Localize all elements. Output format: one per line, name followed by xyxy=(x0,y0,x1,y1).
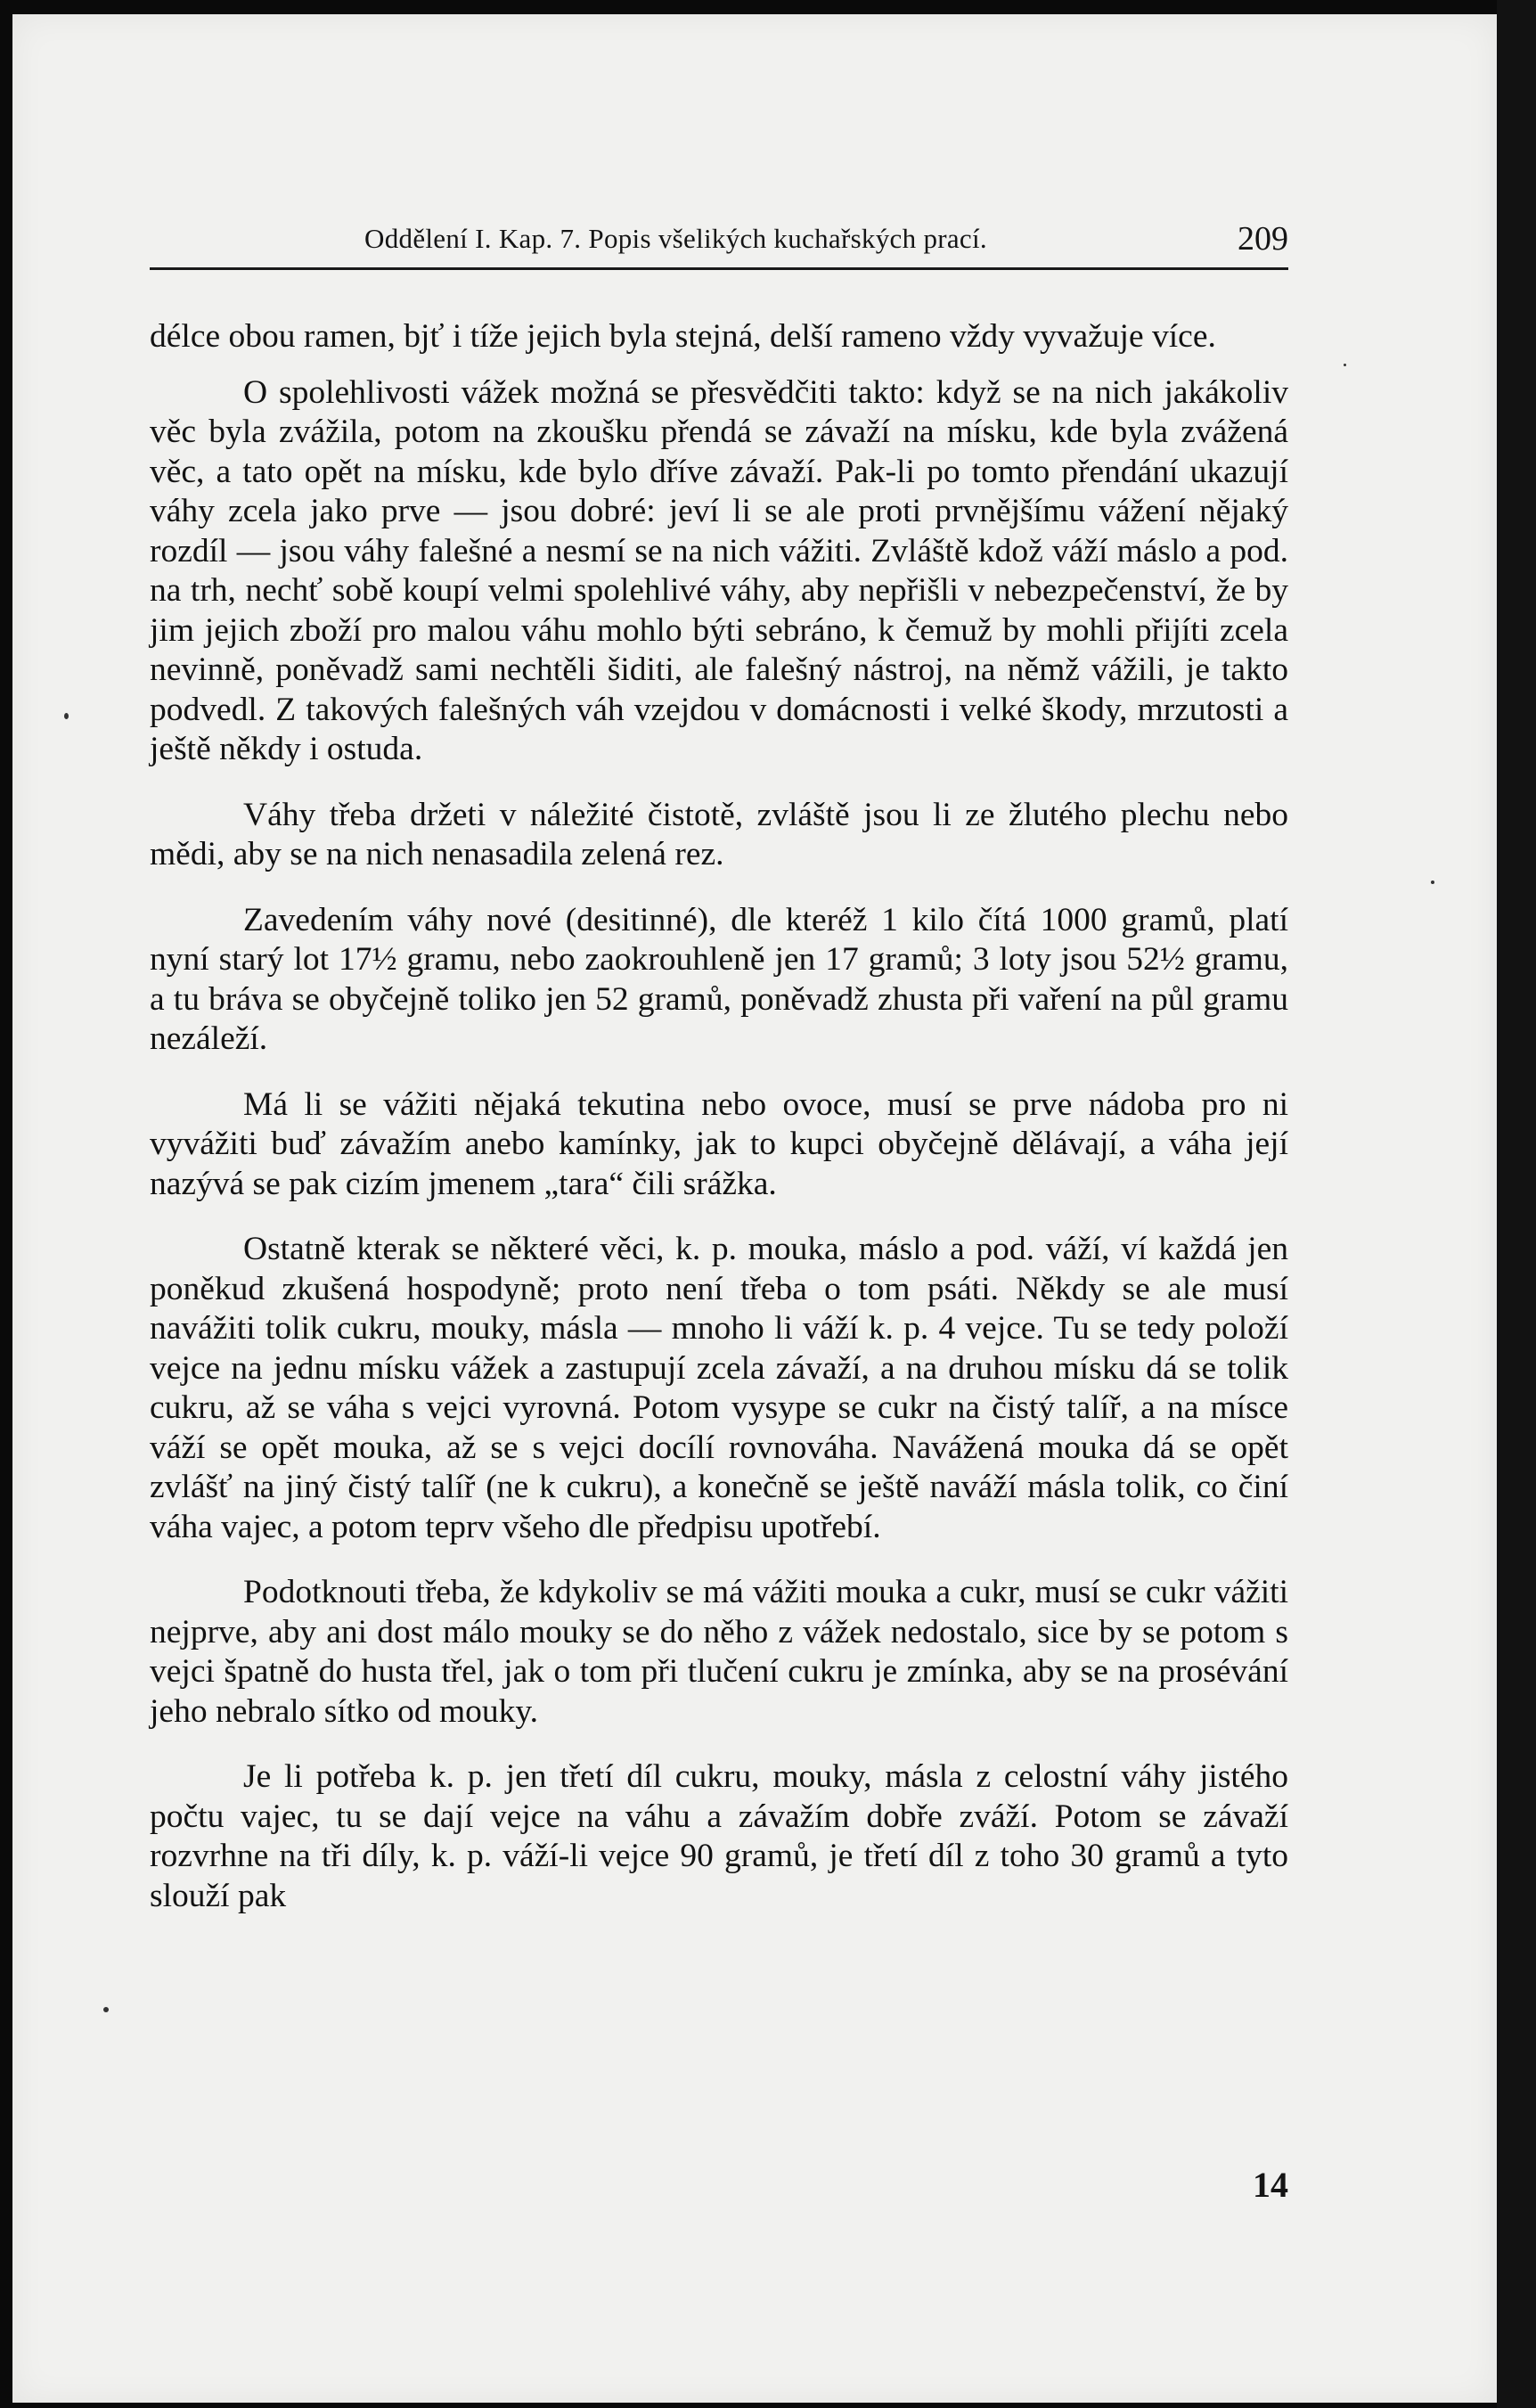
paragraph: Podotknouti třeba, že kdykoliv se má vážiti mouka a cukr, musí se cukr vážiti nejprve, aby ani dost málo mouky se do něho z vážek nedostalo, sice by se potom s vejci špatně do husta třel, jak o tom při tlučení cukru je zmínka, aby se na prosévání jeho nebralo sítko od mouky. xyxy=(150,1574,1288,1730)
page-number: 209 xyxy=(1238,220,1288,258)
body-text xyxy=(150,317,1288,1942)
scan-edge xyxy=(1497,0,1536,2408)
signature-mark: 14 xyxy=(1253,2165,1288,2205)
paragraph: délce obou ramen, bjť i tíže jejich byla stejná, delší rameno vždy vyvažuje více. xyxy=(150,318,1216,355)
running-header xyxy=(150,210,1288,270)
paragraph: Váhy třeba držeti v náležité čistotě, zvláště jsou li ze žlutého plechu nebo mědi, aby se na nich nenasadila zelená rez. xyxy=(150,796,1288,872)
margin-speck xyxy=(103,2007,109,2012)
chapter-heading: Oddělení I. Kap. 7. Popis všelikých kuchařských prací. xyxy=(364,223,987,254)
paragraph: Zavedením váhy nové (desitinné), dle kteréž 1 kilo čítá 1000 gramů, platí nyní starý lot 17½ gramu, nebo zaokrouhleně jen 17 gramů; 3 loty jsou 52½ gramu, a tu bráva se obyčejně toliko jen 52 gramů, poněvadž zhusta při vaření na půl gramu nezáleží. xyxy=(150,901,1288,1057)
paragraph: Je li potřeba k. p. jen třetí díl cukru, mouky, másla z celostní váhy jistého počtu vajec, tu se dají vejce na váhu a závažím dobře zváží. Potom se závaží rozvrhne na tři díly, k. p. váží-li vejce 90 gramů, je třetí díl z toho 30 gramů a tyto slouží pak xyxy=(150,1758,1288,1914)
margin-speck xyxy=(1344,364,1346,366)
paragraph: Ostatně kterak se některé věci, k. p. mouka, máslo a pod. váží, ví každá jen poněkud zkušená hospodyně; proto není třeba o tom psáti. Někdy se ale musí navážiti tolik cukru, mouky, másla — mnoho li váží k. p. 4 vejce. Tu se tedy položí vejce na jednu mísku vážek a zastupují zcela závaží, a na druhou mísku dá se tolik cukru, až se váha s vejci vyrovná. Potom vysype se cukr na čistý talíř, a na mísce váží se opět mouka, až se s vejci docílí rovnováha. Navážená mouka dá se opět zvlášť na jiný čistý talíř (ne k cukru), a konečně se ještě naváží másla tolik, co činí váha vajec, a potom teprv všeho dle předpisu upotřebí. xyxy=(150,1231,1288,1545)
margin-speck xyxy=(1431,880,1434,884)
paragraph: O spolehlivosti vážek možná se přesvědčiti takto: když se na nich jakákoliv věc byla zvážila, potom na zkoušku přendá se závaží na mísku, kde byla zvážená věc, a tato opět na mísku, kde bylo dříve závaží. Pak-li po tomto přendání ukazují váhy zcela jako prve — jsou dobré: jeví li se ale proti prvnějšímu vážení nějaký rozdíl — jsou váhy falešné a nesmí se na nich vážiti. Zvláště kdož váží máslo a pod. na trh, nechť sobě koupí velmi spolehlivé váhy, aby nepřišli v nebezpečenství, že by jim jejich zboží pro malou váhu mohlo býti sebráno, k čemuž by mohli přijíti zcela nevinně, poněvadž sami nechtěli šiditi, ale falešný nástroj, na němž vážili, je takto podvedl. Z takových falešných váh vzejdou v domácnosti i velké škody, mrzutosti a ještě někdy i ostuda. xyxy=(150,373,1288,767)
margin-speck xyxy=(64,713,69,719)
paragraph: Má li se vážiti nějaká tekutina nebo ovoce, musí se prve nádoba pro ni vyvážiti buď závažím anebo kamínky, jak to kupci obyčejně dělávají, a váha její nazývá se pak cizím jmenem „tara“ čili srážka. xyxy=(150,1085,1288,1202)
